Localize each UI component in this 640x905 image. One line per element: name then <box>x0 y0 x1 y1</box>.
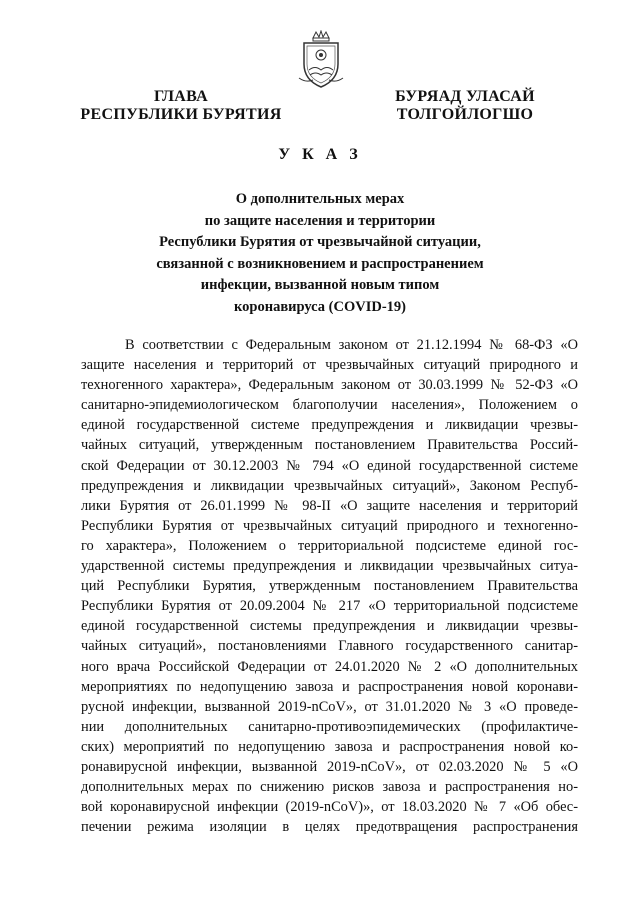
body-line: ций Республики Бурятия, утвержденным постановлением Правительства <box>81 578 578 595</box>
header-right-title <box>370 88 560 124</box>
title-line: инфекции, вызванной новым типом <box>200 277 440 293</box>
header-left-line-2: РЕСПУБЛИКИ БУРЯТИЯ <box>80 106 282 123</box>
title-line: связанной с возникновением и распространением <box>156 255 484 272</box>
title-line: О дополнительных мерах <box>235 191 405 207</box>
body-line: санитарно-эпидемиологическом благополучии населения», Положением о <box>81 397 578 414</box>
body-line: русной инфекции, вызванной 2019-nCoV», от 31.01.2020 № 3 «О проведе- <box>81 698 578 715</box>
body-line: го характера», Положением о территориальной подсистеме единой гос- <box>81 537 578 554</box>
body-line: лики Бурятия от 26.01.1999 № 98-II «О защите населения и территорий <box>81 497 578 514</box>
coat-of-arms-emblem <box>296 30 346 90</box>
body-line: чайных ситуаций», постановлениями Главного государственного санитар- <box>81 638 578 655</box>
body-line: ударственной системы предупреждения и ликвидации чрезвычайных ситуа- <box>81 558 578 575</box>
title-line: по защите населения и территории <box>204 212 436 229</box>
title-line: Республики Бурятия от чрезвычайной ситуации, <box>159 234 481 250</box>
body-line: ской Федерации от 30.12.2003 № 794 «О единой государственной системе <box>81 457 578 474</box>
body-line: печении режима изоляции в целях предотвращения распространения <box>81 819 578 836</box>
decree-type-heading: У К А З <box>278 146 362 163</box>
body-line: предупреждения и ликвидации чрезвычайных ситуаций», Законом Респуб- <box>81 477 578 494</box>
decree-title <box>60 189 580 318</box>
body-line: Республики Бурятия от чрезвычайных ситуаций природного и техногенно- <box>81 517 578 534</box>
body-line: В соответствии с Федеральным законом от 21.12.1994 № 68-ФЗ «О <box>125 337 578 353</box>
body-line: мероприятиях по недопущению завоза и распространения новой коронави- <box>81 678 578 695</box>
body-line: Республики Бурятия от 20.09.2004 № 217 «О территориальной подсистеме <box>81 598 578 615</box>
body-line: ских) мероприятий по недопущению завоза и распространения новой ко- <box>81 738 578 755</box>
body-line: защите населения и территорий от чрезвычайных ситуаций природного и <box>81 357 578 374</box>
header-right-line-2: ТОЛГОЙЛОГШО <box>396 106 534 123</box>
body-line: единой государственной системы предупреждения и ликвидации чрезвы- <box>81 618 578 635</box>
body-line: ронавирусной инфекции, вызванной 2019-nCoV», от 02.03.2020 № 5 «О <box>81 758 578 775</box>
header-left-title <box>76 88 286 124</box>
body-line: вой коронавирусной инфекции (2019-nCoV)», от 18.03.2020 № 7 «Об обес- <box>81 799 578 816</box>
body-line: чайных ситуаций, утвержденным постановлением Правительства Россий- <box>81 437 578 454</box>
body-line: ного врача Российской Федерации от 24.01.2020 № 2 «О дополнительных <box>81 658 578 675</box>
body-line: техногенного характера», Федеральным законом от 30.03.1999 № 52-ФЗ «О <box>81 377 578 394</box>
title-line: коронавируса (COVID-19) <box>233 298 406 315</box>
body-line: единой государственной системе предупреждения и ликвидации чрезвы- <box>81 417 578 434</box>
header-left-line-1: ГЛАВА <box>154 88 208 105</box>
decree-body <box>81 335 578 837</box>
header-right-line-1: БУРЯАД УЛАСАЙ <box>395 88 535 105</box>
body-line: нии дополнительных санитарно-противоэпидемических (профилактиче- <box>81 718 578 735</box>
body-line: дополнительных мерах по снижению рисков завоза и распространения но- <box>81 779 578 796</box>
